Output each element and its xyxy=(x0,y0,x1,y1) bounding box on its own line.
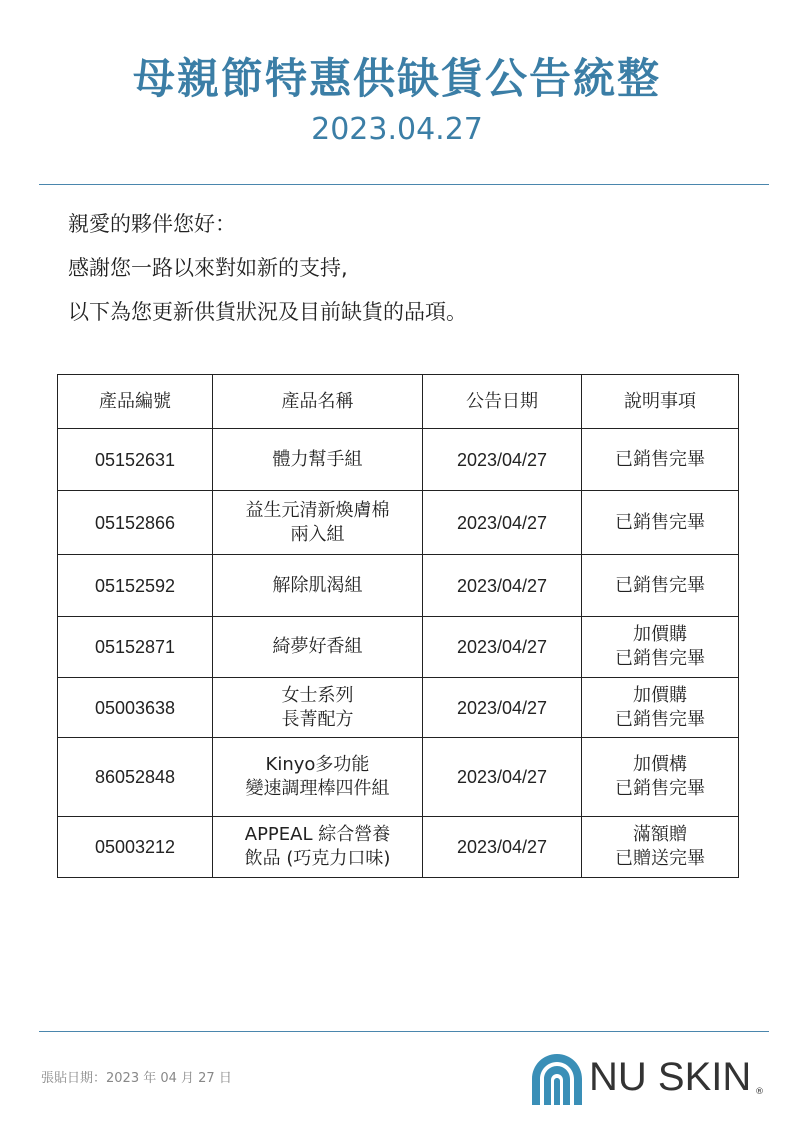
product-code-cell: 05152631 xyxy=(58,429,213,491)
product-name-cell xyxy=(213,678,423,738)
product-code-cell: 05152866 xyxy=(58,491,213,555)
header-product-code: 產品編號 xyxy=(58,375,213,429)
page-title: 母親節特惠供缺貨公告統整 xyxy=(132,54,661,103)
notes-cell xyxy=(582,738,739,817)
greeting-line-3: 以下為您更新供貨狀況及目前缺貨的品項。 xyxy=(68,300,467,324)
note-line: 已銷售完畢 xyxy=(615,574,705,596)
product-name-line: 兩入組 xyxy=(290,523,345,545)
notes-cell xyxy=(582,678,739,738)
header-announce-date: 公告日期 xyxy=(423,375,582,429)
table-row xyxy=(58,555,739,617)
greeting-block xyxy=(68,202,467,334)
product-name-line: 益生元清新煥膚棉 xyxy=(245,499,390,521)
note-line: 已銷售完畢 xyxy=(615,708,705,730)
product-name-line: 長菁配方 xyxy=(281,708,354,730)
table-row xyxy=(58,817,739,878)
product-code-cell: 05152592 xyxy=(58,555,213,617)
product-name-line: Kinyo多功能 xyxy=(265,754,370,775)
announce-date-cell: 2023/04/27 xyxy=(423,491,582,555)
table-row xyxy=(58,429,739,491)
product-name-line: 女士系列 xyxy=(281,684,354,706)
top-divider xyxy=(39,184,769,185)
product-name-cell xyxy=(213,491,423,555)
announce-date-cell: 2023/04/27 xyxy=(423,817,582,878)
notes-cell xyxy=(582,429,739,491)
note-line: 已贈送完畢 xyxy=(615,848,705,869)
table-row xyxy=(58,678,739,738)
nu-skin-emblem-icon xyxy=(529,1051,585,1107)
product-name-line: 變速調理棒四件組 xyxy=(245,778,390,799)
product-name-cell xyxy=(213,817,423,878)
nu-skin-logo xyxy=(529,1049,769,1107)
header-product-name: 產品名稱 xyxy=(213,375,423,429)
registered-mark: ® xyxy=(755,1087,764,1097)
table-row xyxy=(58,617,739,678)
product-name-cell xyxy=(213,429,423,491)
product-name-cell xyxy=(213,617,423,678)
product-name-line: 飲品 (巧克力口味) xyxy=(244,848,391,869)
posted-date: 張貼日期：2023 年 04 月 27 日 xyxy=(41,1071,232,1086)
announcement-date: 2023.04.27 xyxy=(311,112,483,147)
notes-cell xyxy=(582,491,739,555)
announce-date-cell: 2023/04/27 xyxy=(423,555,582,617)
greeting-line-1: 親愛的夥伴您好： xyxy=(68,212,236,236)
table-row xyxy=(58,738,739,817)
product-code-cell: 05003212 xyxy=(58,817,213,878)
note-line: 加價購 xyxy=(633,684,687,706)
header-notes: 說明事項 xyxy=(582,375,739,429)
note-line: 已銷售完畢 xyxy=(615,778,705,799)
note-line: 加價構 xyxy=(633,754,687,775)
table-body xyxy=(58,429,739,878)
bottom-divider xyxy=(39,1031,769,1032)
announce-date-cell: 2023/04/27 xyxy=(423,738,582,817)
product-code-cell: 05152871 xyxy=(58,617,213,678)
product-name-line: 體力幫手組 xyxy=(272,448,363,470)
note-line: 滿額贈 xyxy=(633,824,687,845)
product-name-cell xyxy=(213,738,423,817)
table-row xyxy=(58,491,739,555)
notes-cell xyxy=(582,555,739,617)
product-name-line: 綺夢好香組 xyxy=(272,636,363,657)
product-name-line: 解除肌渴組 xyxy=(272,574,363,596)
greeting-line-2: 感謝您一路以來對如新的支持, xyxy=(68,256,348,280)
notes-cell xyxy=(582,817,739,878)
product-code-cell: 86052848 xyxy=(58,738,213,817)
note-line: 加價購 xyxy=(633,624,687,645)
note-line: 已銷售完畢 xyxy=(615,448,705,470)
logo-wordmark: NU SKIN xyxy=(589,1055,752,1099)
table-header-row xyxy=(58,375,739,429)
announce-date-cell: 2023/04/27 xyxy=(423,617,582,678)
announce-date-cell: 2023/04/27 xyxy=(423,678,582,738)
note-line: 已銷售完畢 xyxy=(615,648,705,669)
note-line: 已銷售完畢 xyxy=(615,511,705,533)
product-name-cell xyxy=(213,555,423,617)
product-code-cell: 05003638 xyxy=(58,678,213,738)
product-name-line: APPEAL 綜合營養 xyxy=(244,824,391,845)
stock-table xyxy=(57,374,739,878)
notes-cell xyxy=(582,617,739,678)
announce-date-cell: 2023/04/27 xyxy=(423,429,582,491)
